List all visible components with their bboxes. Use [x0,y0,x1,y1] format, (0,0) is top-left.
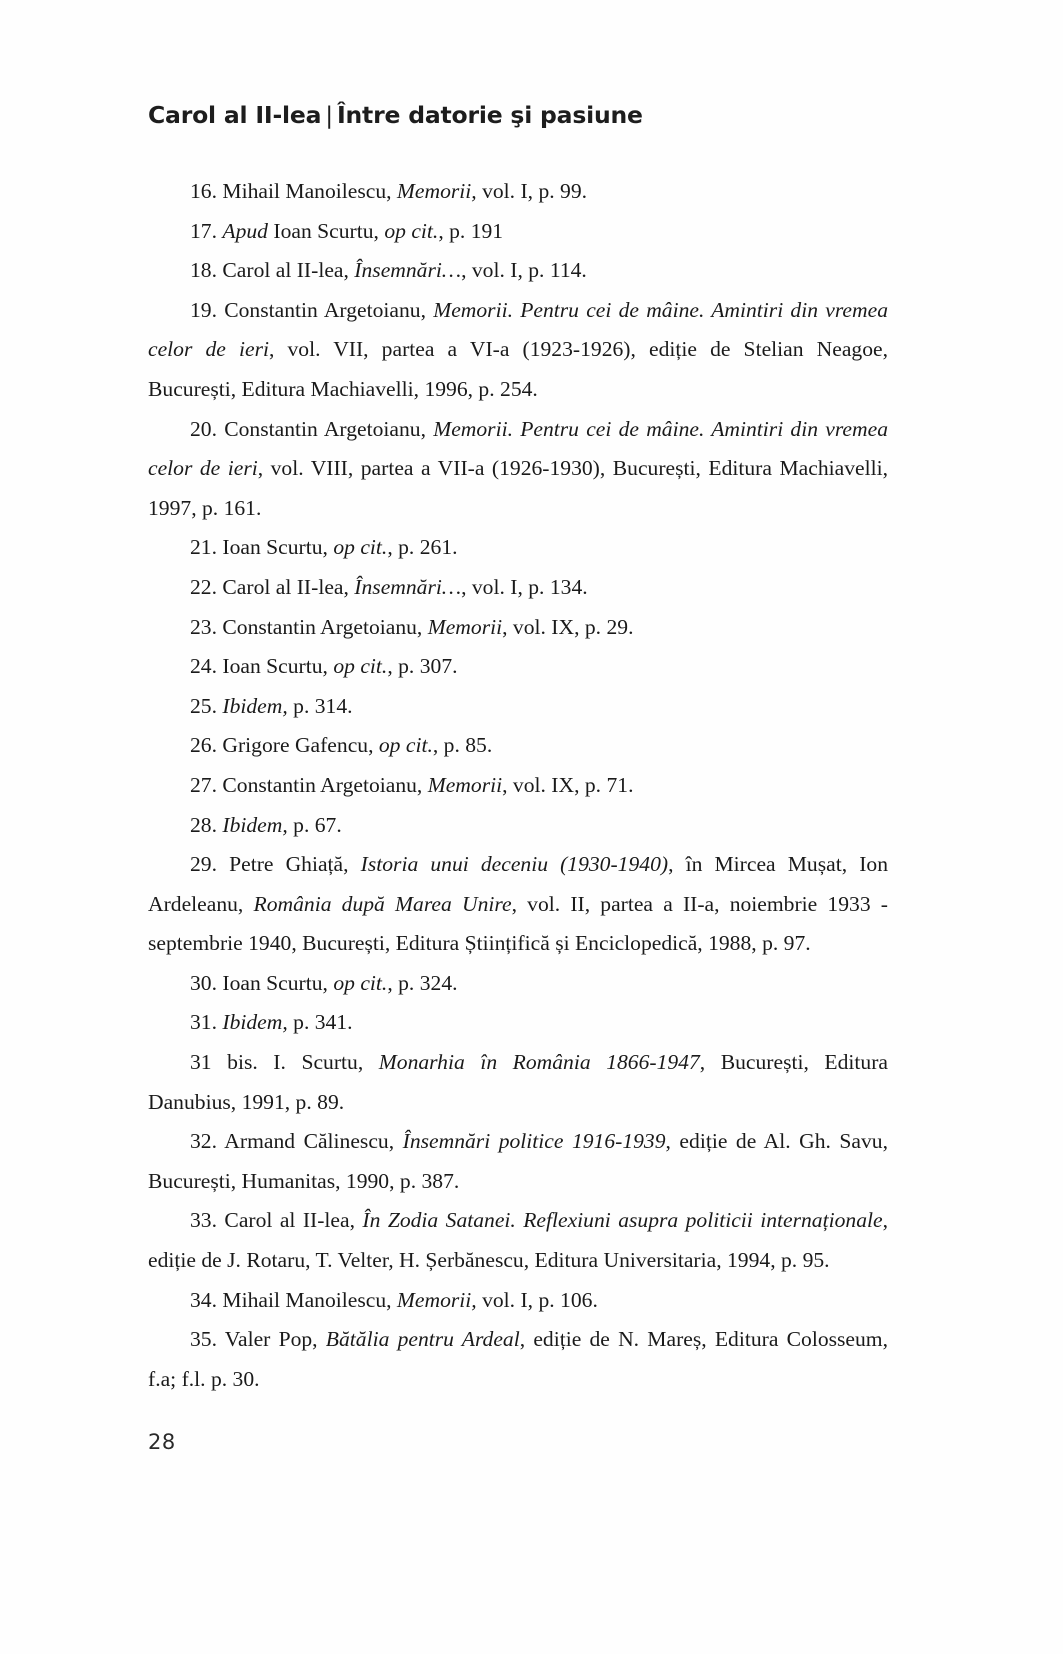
endnote-text: Ioan Scurtu, [267,218,385,243]
endnote-text: , București, Editura Danubius, 1991, p. 89. [148,1050,888,1114]
page-number: 28 [148,1430,176,1454]
endnote-text: 25. [190,693,223,718]
endnote-text: , vol. VIII, partea a VII-a (1926-1930), București, Editura Machiavelli, 1997, p. 161. [148,456,888,520]
endnote-item [148,1003,888,1043]
endnote-title-italic: Ibidem, [222,693,288,718]
endnote-title-italic: op cit. [384,218,439,243]
endnote-text: 19. Constantin Argetoianu, [190,297,434,322]
endnote-text: p. 314. [287,693,353,718]
endnote-title-italic: Apud [222,218,268,243]
endnote-text: 31 bis. I. Scurtu, [190,1050,379,1075]
endnote-item [148,291,888,410]
endnote-text: 32. Armand Călinescu, [190,1129,403,1154]
endnote-text: p. 67. [287,812,342,837]
endnote-item [148,251,888,291]
endnote-text: , ediție de N. Mareș, Editura Colosseum, f.a; f.l. p. 30. [148,1327,888,1391]
endnote-title-italic: Ibidem, [222,812,288,837]
endnote-item [148,687,888,727]
endnote-title-italic: Memorii [427,614,503,639]
running-head-book-title: Carol al II-lea [148,101,322,129]
endnote-title-italic: Însemnări… [354,574,462,599]
running-head [148,101,908,129]
endnote-text: 28. [190,812,223,837]
endnote-title-italic: Istoria unui deceniu (1930-1940) [360,852,669,877]
endnote-item [148,1043,888,1122]
running-head-subtitle: Între datorie şi pasiune [336,101,643,129]
running-head-separator: | [325,101,333,129]
endnote-text: 31. [190,1010,223,1035]
endnote-title-italic: În Zodia Satanei. Reflexiuni asupra politicii internaționale [362,1208,883,1233]
endnote-item [148,845,888,964]
endnote-text: 34. Mihail Manoilescu, [190,1287,397,1312]
endnote-text: 17. [190,218,223,243]
endnote-text: , p. 307. [387,654,458,679]
endnote-item [148,410,888,529]
endnote-item [148,1122,888,1201]
endnote-item [148,766,888,806]
endnote-item [148,608,888,648]
endnote-title-italic: Însemnări politice 1916-1939 [402,1129,666,1154]
endnote-item [148,806,888,846]
endnote-title-italic: Ibidem, [222,1010,288,1035]
endnote-text: 30. Ioan Scurtu, [190,970,334,995]
endnote-title-italic: Însemnări… [354,258,462,283]
endnote-text: 24. Ioan Scurtu, [190,654,334,679]
endnote-item [148,212,888,252]
endnote-text: vol. I, p. 106. [476,1287,598,1312]
endnote-title-italic: Monarhia în România 1866-1947 [378,1050,700,1075]
endnote-item [148,568,888,608]
endnote-text: 18. Carol al II-lea, [190,258,355,283]
endnote-title-italic: Memorii, [396,1287,477,1312]
endnote-text: 23. Constantin Argetoianu, [190,614,428,639]
endnote-text: 29. Petre Ghiață, [190,852,361,877]
endnote-title-italic: România după Marea Unire [253,891,512,916]
endnote-title-italic: op cit. [333,970,388,995]
endnote-text: , vol. VII, partea a VI-a (1923-1926), ediție de Stelian Neagoe, București, Editura Machiavelli, 1996, p. 254. [148,337,888,401]
endnote-title-italic: Bătălia pentru Ardeal [325,1327,520,1352]
endnote-title-italic: op cit. [333,535,388,560]
endnote-item [148,1281,888,1321]
endnote-title-italic: op cit. [333,654,388,679]
endnote-text: , p. 324. [387,970,458,995]
endnote-text: , ediție de J. Rotaru, T. Velter, H. Șerbănescu, Editura Universitaria, 1994, p. 95. [148,1208,888,1273]
endnote-text: , vol. IX, p. 29. [502,614,634,639]
endnote-item [148,1320,888,1399]
endnote-title-italic: op cit. [378,733,433,758]
endnote-text: , p. 261. [387,535,458,560]
endnote-item [148,726,888,766]
endnote-item [148,172,888,212]
endnote-text: 26. Grigore Gafencu, [190,733,379,758]
endnote-text: , ediție de Al. Gh. Savu, București, Humanitas, 1990, p. 387. [148,1129,888,1193]
endnote-text: 33. Carol al II-lea, [190,1208,363,1233]
endnote-text: , în Mircea Mușat, Ion Ardeleanu, [148,852,888,916]
endnote-title-italic: Memorii [427,772,503,797]
endnote-item [148,964,888,1004]
endnote-text: 27. Constantin Argetoianu, [190,772,428,797]
endnote-text: vol. I, p. 99. [476,179,588,203]
endnote-text: , p. 85. [432,733,493,758]
endnote-title-italic: Memorii. Pentru cei de mâine. Amintiri din vremea celor de ieri [148,297,888,362]
endnote-list [148,172,888,1399]
endnote-title-italic: Memorii, [396,179,477,203]
endnote-text: 35. Valer Pop, [190,1327,326,1352]
endnote-text: , vol. I, p. 134. [461,574,588,599]
endnote-text: , vol. II, partea a II-a, noiembrie 1933 - septembrie 1940, București, Editura Științifică și Enciclopedică, 1988, p. 97. [148,891,888,956]
endnote-text: , vol. I, p. 114. [461,258,587,283]
endnote-text: p. 341. [287,1010,353,1035]
endnote-text: , vol. IX, p. 71. [502,772,634,797]
endnote-text: , p. 191 [438,218,504,243]
endnote-text: 22. Carol al II-lea, [190,574,355,599]
endnote-title-italic: Memorii. Pentru cei de mâine. Amintiri din vremea celor de ieri [148,416,888,481]
endnote-text: 16. Mihail Manoilescu, [190,179,397,203]
endnote-text: 21. Ioan Scurtu, [190,535,334,560]
endnote-item [148,647,888,687]
endnote-item [148,1201,888,1280]
endnote-text: 20. Constantin Argetoianu, [190,416,434,441]
endnote-item [148,528,888,568]
